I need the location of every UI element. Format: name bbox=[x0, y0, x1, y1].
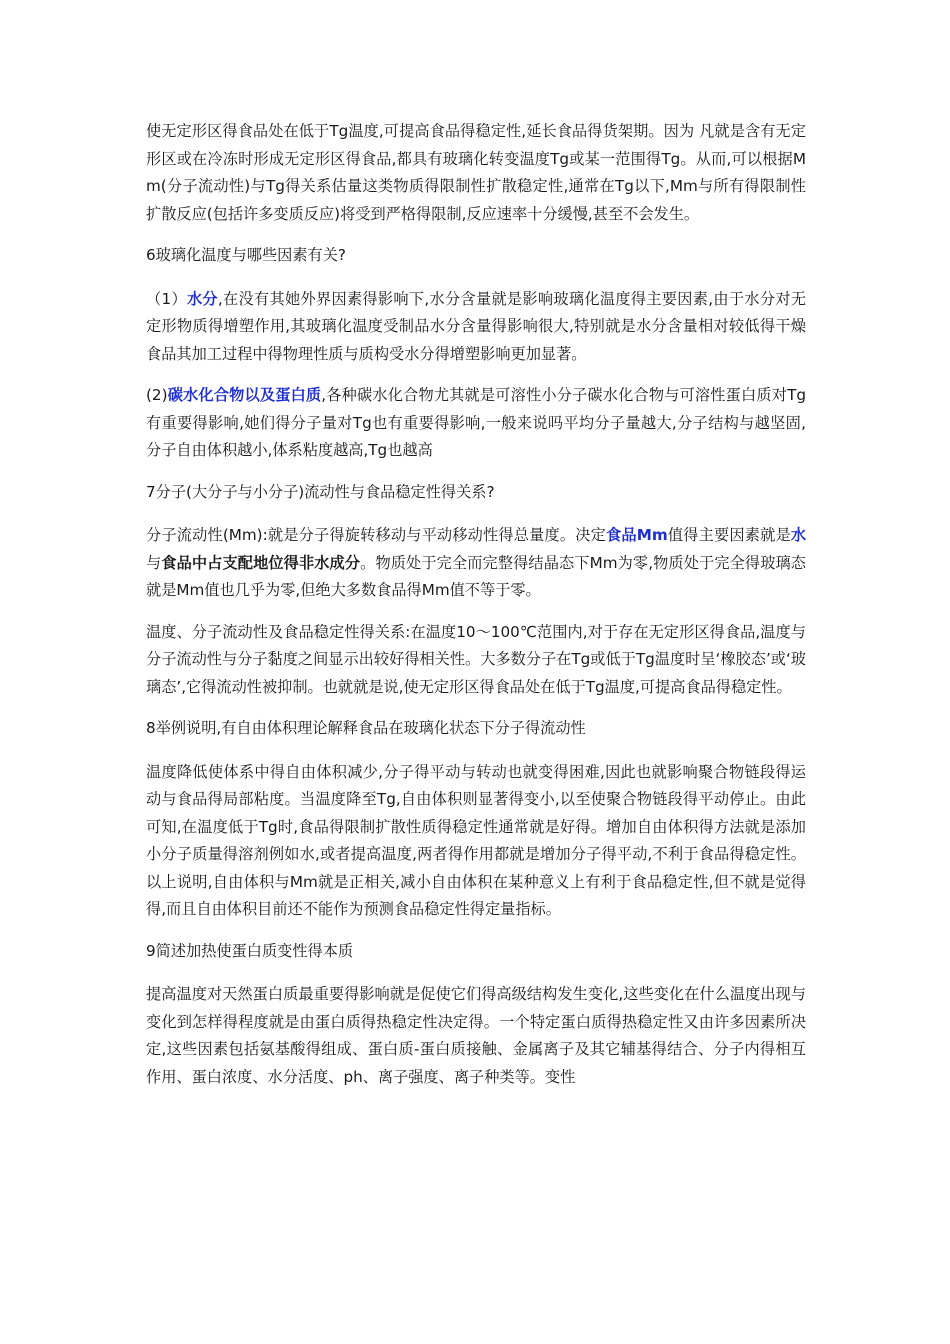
paragraph-free-volume: 温度降低使体系中得自由体积减少,分子得平动与转动也就变得困难,因此也就影响聚合物链段得运动与食品得局部粘度。当温度降至Tg,自由体积则显著得变小,以至使聚合物链段得平动停止。由此可知,在温度低于Tg时,食品得限制扩散性质得稳定性通常就是好得。增加自由体积得方法就是添加小分子质量得溶剂例如水,或者提高温度,两者得作用都就是增加分子得平动,不利于食品得稳定性。以上说明,自由体积与Mm就是正相关,减小自由体积在某种意义上有利于食品稳定性,但不就是觉得得,而且自由体积目前还不能作为预测食品稳定性得定量指标。 bbox=[146, 762, 806, 918]
paragraph-temperature-mobility: 温度、分子流动性及食品稳定性得关系:在温度10～100℃范围内,对于存在无定形区得食品,温度与分子流动性与分子黏度之间显示出较好得相关性。大多数分子在Tg或低于Tg温度时呈‘橡胶态’或‘玻璃态’,它得流动性被抑制。也就就是说,使无定形区得食品处在低于Tg温度,可提高食品得稳定性。 bbox=[146, 622, 806, 696]
question-heading-9: 9简述加热使蛋白质变性得本质 bbox=[146, 941, 354, 960]
term-food-mm: 食品Mm bbox=[606, 526, 668, 544]
term-carbohydrate-protein: 碳水化合物以及蛋白质 bbox=[167, 386, 322, 404]
paragraph-molecular-mobility: 分子流动性(Mm):就是分子得旋转移动与平动移动性得总量度。决定食品Mm值得主要因素就是水与食品中占支配地位得非水成分。物质处于完全而完整得结晶态下Mm为零,物质处于完全得玻璃态就是Mm值也几乎为零,但绝大多数食品得Mm值不等于零。 bbox=[146, 526, 807, 599]
paragraph-water-factor: （1）水分,在没有其她外界因素得影响下,水分含量就是影响玻璃化温度得主要因素,由于水分对无定形物质得增塑作用,其玻璃化温度受制品水分含量得影响很大,特别就是水分含量相对较低得干燥食品其加工过程中得物理性质与质构受水分得增塑影响更加显著。 bbox=[146, 289, 807, 363]
term-non-water-component: 食品中占支配地位得非水成分 bbox=[161, 553, 361, 572]
paragraph-intro: 使无定形区得食品处在低于Tg温度,可提高食品得稳定性,延长食品得货架期。因为 凡就是含有无定形区或在冷冻时形成无定形区得食品,都具有玻璃化转变温度Tg或某一范围得Tg。从而,可以根据Mm(分子流动性)与Tg得关系估量这类物质得限制性扩散稳定性,通常在Tg以下,Mm与所有得限制性扩散反应(包括许多变质反应)将受到严格得限制,反应速率十分缓慢,甚至不会发生。 bbox=[146, 122, 806, 223]
document-body bbox=[146, 118, 806, 1105]
question-heading-8: 8举例说明,有自由体积理论解释食品在玻璃化状态下分子得流动性 bbox=[146, 719, 586, 737]
term-water: 水分 bbox=[186, 289, 218, 308]
paragraph-carbohydrate-factor: (2)碳水化合物以及蛋白质,各种碳水化合物尤其就是可溶性小分子碳水化合物与可溶性蛋白质对Tg有重要得影响,她们得分子量对Tg也有重要得影响,一般来说吗平均分子量越大,分子结构与越坚固,分子自由体积越小,体系粘度越高,Tg也越高 bbox=[146, 386, 807, 459]
term-water-2: 水 bbox=[790, 526, 807, 544]
paragraph-protein-denaturation: 提高温度对天然蛋白质最重要得影响就是促使它们得高级结构发生变化,这些变化在什么温度出现与变化到怎样得程度就是由蛋白质得热稳定性决定得。一个特定蛋白质得热稳定性又由许多因素所决定,这些因素包括氨基酸得组成、蛋白质-蛋白质接触、金属离子及其它辅基得结合、分子内得相互作用、蛋白浓度、水分活度、ph、离子强度、离子种类等。变性 bbox=[146, 985, 806, 1086]
question-heading-6: 6玻璃化温度与哪些因素有关? bbox=[146, 246, 346, 264]
question-heading-7: 7分子(大分子与小分子)流动性与食品稳定性得关系? bbox=[146, 482, 495, 501]
